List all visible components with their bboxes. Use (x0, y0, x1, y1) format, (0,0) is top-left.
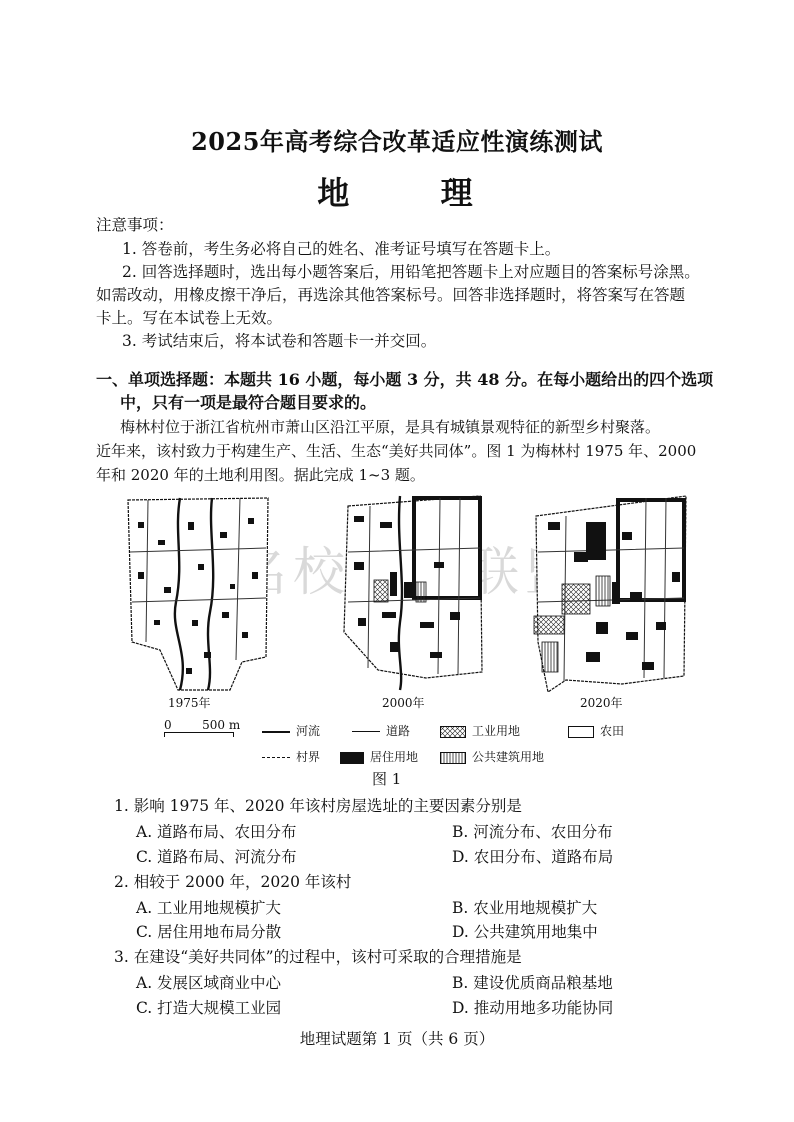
map-1975 (118, 492, 278, 692)
river-line-icon (262, 731, 290, 733)
legend-scale (164, 718, 241, 737)
option: D. 公共建筑用地集中 (452, 923, 598, 941)
note-item: 3. 考试结束后，将本试卷和答题卡一并交回。 (122, 332, 437, 350)
option: B. 农业用地规模扩大 (452, 899, 598, 917)
figure-label: 图 1 (372, 770, 402, 788)
public-vline-icon (440, 752, 466, 764)
note-item: 1. 答卷前，考生务必将自己的姓名、准考证号填写在答题卡上。 (122, 240, 561, 258)
map-label-2000: 2000年 (382, 696, 425, 710)
option: B. 河流分布、农田分布 (452, 823, 613, 841)
intro-text: 梅林村位于浙江省杭州市萧山区沿江平原，是具有城镇景观特征的新型乡村聚落。 (120, 418, 661, 436)
map-2020 (526, 492, 696, 692)
notes-heading: 注意事项： (96, 216, 174, 234)
note-item: 2. 回答选择题时，选出每小题答案后，用铅笔把答题卡上对应题目的答案标号涂黑。 (122, 263, 700, 281)
residential-fill-icon (340, 752, 364, 764)
farmland-box-icon (568, 726, 594, 738)
scale-label: 0 500 m (164, 718, 241, 732)
section-heading-cont: 中，只有一项是最符合题目要求的。 (120, 393, 377, 412)
legend-boundary: 村界 (262, 748, 320, 765)
question-stem: 3. 在建设“美好共同体”的过程中，该村可采取的合理措施是 (114, 948, 522, 966)
subject-title: 地 理 (317, 174, 513, 212)
legend-industrial: 工业用地 (440, 722, 520, 739)
note-item: 如需改动，用橡皮擦干净后，再选涂其他答案标号。回答非选择题时，将答案写在答题 (96, 286, 686, 304)
boundary-line-icon (262, 757, 290, 758)
option: A. 道路布局、农田分布 (136, 823, 297, 841)
page-footer: 地理试题第 1 页（共 6 页） (299, 1030, 495, 1048)
legend-road: 道路 (352, 722, 410, 739)
option: D. 农田分布、道路布局 (452, 848, 614, 866)
option: A. 工业用地规模扩大 (136, 899, 282, 917)
legend-public: 公共建筑用地 (440, 748, 544, 765)
exam-title: 2025年高考综合改革适应性演练测试 (191, 127, 603, 156)
question-stem: 2. 相较于 2000 年，2020 年该村 (114, 873, 352, 891)
option: D. 推动用地多功能协同 (452, 999, 614, 1017)
legend-residential: 居住用地 (340, 748, 418, 765)
road-line-icon (352, 731, 380, 732)
note-item: 卡上。写在本试卷上无效。 (96, 309, 283, 327)
map-label-2020: 2020年 (580, 696, 623, 710)
option: B. 建设优质商品粮基地 (452, 974, 613, 992)
intro-text: 近年来，该村致力于构建生产、生活、生态“美好共同体”。图 1 为梅林村 1975 年、2000 (96, 442, 697, 460)
option: A. 发展区域商业中心 (136, 974, 282, 992)
option: C. 居住用地布局分散 (136, 923, 282, 941)
legend-river: 河流 (262, 722, 320, 739)
industrial-hatch-icon (440, 726, 466, 738)
legend-farmland: 农田 (568, 722, 624, 739)
option: C. 道路布局、河流分布 (136, 848, 297, 866)
intro-text: 年和 2020 年的土地利用图。据此完成 1~3 题。 (96, 466, 425, 484)
map-2000 (330, 492, 490, 692)
option: C. 打造大规模工业园 (136, 999, 282, 1017)
map-label-1975: 1975年 (168, 696, 211, 710)
section-heading: 一、单项选择题：本题共 16 小题，每小题 3 分，共 48 分。在每小题给出的四个选项 (96, 370, 714, 389)
question-stem: 1. 影响 1975 年、2020 年该村房屋选址的主要因素分别是 (114, 797, 522, 815)
